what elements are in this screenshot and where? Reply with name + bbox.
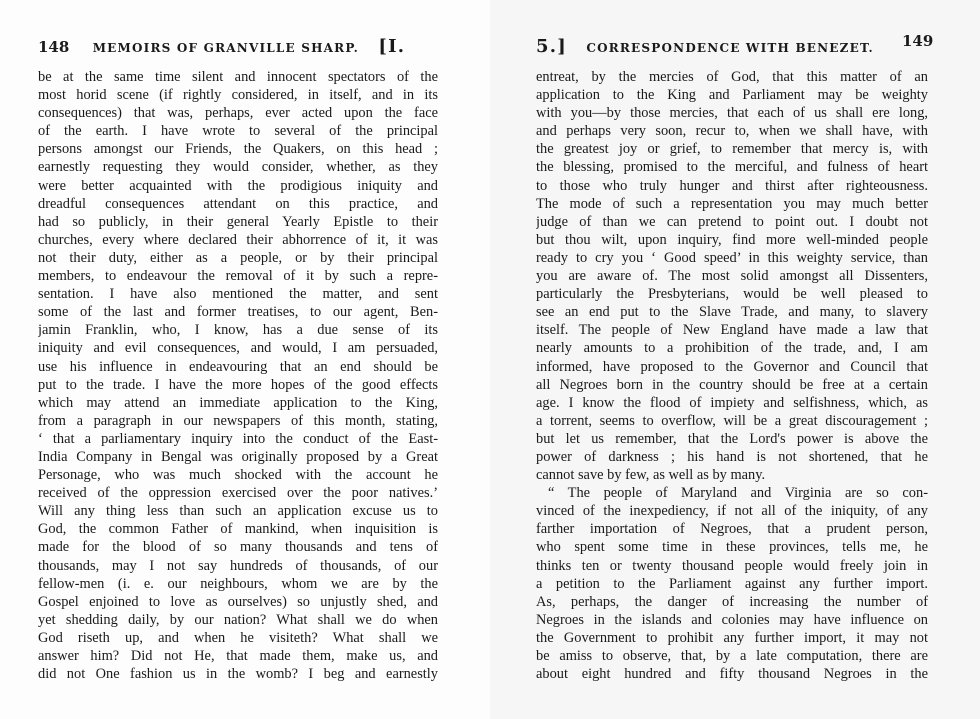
text-line: God riseth up, and when he visiteth? What shall we [38,629,438,646]
text-line: ready to cry you ‘ Good speed’ in this weighty service, than [536,249,928,266]
left-page-text [38,68,438,683]
text-line: As, perhaps, the danger of increasing the number of [536,593,928,610]
text-line: received of the oppression exercised over the poor natives.’ [38,485,438,502]
text-line: application to the King and Parliament may be weighty [536,87,928,104]
text-line: thinks ten or twenty thousand people would freely join in [536,557,928,574]
text-line: but let us remember, that the Lord's power is above the [536,430,928,447]
text-line: iniquity and evil consequences, and would, I am persuaded, [38,340,438,357]
right-page-text [536,68,928,683]
text-line: some of the last and former treatises, to our agent, Ben- [38,304,438,321]
text-line: the greatest joy or grief, to remember that mercy is, with [536,141,928,158]
text-line: churches, every where declared their abhorrence of it, it was [38,231,438,248]
text-line: answer him? Did not He, that made them, make us, and [38,648,438,664]
text-line: a petition to the Parliament against any further import. [536,575,928,592]
text-line: consequences) that was, perhaps, ever acted upon the face [38,105,438,122]
text-line: particularly the Presbyterians, would be well pleased to [536,286,928,303]
text-line: the blessing, promised to the merciful, and fulness of heart [536,159,928,176]
text-line: but thou wilt, upon inquiry, find more well-minded people [536,231,928,248]
text-line: cannot save by few, as well as by many. [536,467,766,484]
text-line: put to the trade. I have the more hopes of the good effects [38,376,438,393]
text-line: farther importation of Negroes, that a prudent person, [536,521,928,538]
text-line: did not One fashion us in the womb? I beg and earnestly [38,666,438,683]
text-line: Will any thing less than such an application excuse us to [38,503,438,520]
text-line: to those who truly hunger and thirst after righteousness. [536,177,928,194]
text-line: be amiss to observe, that, by a late computation, there are [536,648,928,664]
text-line: dreadful consequences attendant on this practice, and [38,195,438,212]
text-line: and perhaps very soon, recur to, when we shall have, with [536,123,928,140]
text-line: use his influence in endeavouring that an end should be [38,358,438,375]
chapter-bracket: [I. [378,36,406,57]
text-line: earnestly requesting they would consider, whether, as they [38,159,438,176]
text-line: who spent some time in these provinces, tells me, he [536,539,928,556]
text-line: you are aware of. The most solid amongst all Dissenters, [536,268,928,285]
text-line: were better acquainted with the prodigious iniquity and [38,177,438,194]
text-line: all Negroes born in the country should be free at a certain [536,376,928,393]
text-line: which may attend an immediate application to the King, [38,394,438,411]
running-head: CORRESPONDENCE WITH BENEZET. [586,41,874,55]
text-line: a torrent, seems to overflow, will be a great discouragement ; [536,412,928,429]
text-line: the Government to prohibit any further import, it may not [536,629,928,646]
right-page-header [536,32,934,57]
text-line: be at the same time silent and innocent spectators of the [38,69,438,85]
text-line: most horid scene (if rightly considered, in itself, and in its [38,87,438,104]
text-line: judge of than we can pretend to point out. I doubt not [536,213,928,230]
text-line: members, to endeavour the removal of it by such a repre- [38,268,438,285]
text-line: Gospel enjoined to love as ourselves) so unjustly shed, and [38,593,438,610]
text-line: vinced of the inexpediency, if not all of the iniquity, of any [536,503,928,520]
text-line: God, the common Father of mankind, when inquisition is [38,521,438,538]
page-number: 148 [38,38,70,56]
text-line: itself. The people of New England have made a law that [536,322,928,339]
text-line: thousands, may I not say hundreds of thousands, of our [38,557,438,574]
page-number: 149 [902,32,934,50]
text-line: power of darkness ; his hand is not shortened, that he [536,448,928,465]
text-line: yet shedding daily, by our nation? What shall we do when [38,611,438,628]
text-line: fellow-men (i. e. our neighbours, whom we are by the [38,575,438,592]
text-line: about eight hundred and fifty thousand Negroes in the [536,666,928,683]
running-head: MEMOIRS OF GRANVILLE SHARP. [92,41,359,55]
text-line: India Company in Bengal was originally proposed by a Great [38,448,438,465]
text-line: jamin Franklin, who, I know, has a due sense of its [38,322,438,339]
right-page [490,0,980,719]
text-line: see an end put to the Slave Trade, and many, to slavery [536,304,928,321]
text-line: Negroes in the islands and colonies may have influence on [536,611,928,628]
left-page-header [38,36,405,57]
text-line: had so publicly, in their general Yearly Epistle to their [38,213,438,230]
chapter-bracket: 5.] [536,36,567,57]
text-line: not their duty, either as a people, or by their principal [38,249,438,266]
text-line: nearly amounts to a prohibition of the trade, and, I am [536,340,928,357]
text-line: persons amongst our Friends, the Quakers, on this head ; [38,141,438,158]
text-line: Personage, who was much shocked with the account he [38,467,438,484]
text-line: informed, have proposed to the Governor and Council that [536,358,928,375]
text-line: ‘ that a parliamentary inquiry into the conduct of the East- [38,430,438,447]
text-line: The mode of such a representation you may much better [536,195,928,212]
text-line: age. I know the flood of impiety and selfishness, which, as [536,394,928,411]
text-line: “ The people of Maryland and Virginia are so con- [548,485,928,502]
text-line: entreat, by the mercies of God, that this matter of an [536,69,928,85]
text-line: with you—by those mercies, that each of us shall ere long, [536,105,928,122]
text-line: from a paragraph in our newspapers of this month, stating, [38,412,438,429]
text-line: made for the blood of so many thousands and tens of [38,539,438,556]
text-line: sentation. I have also mentioned the matter, and sent [38,286,438,303]
text-line: of the earth. I have wrote to several of the principal [38,123,438,140]
